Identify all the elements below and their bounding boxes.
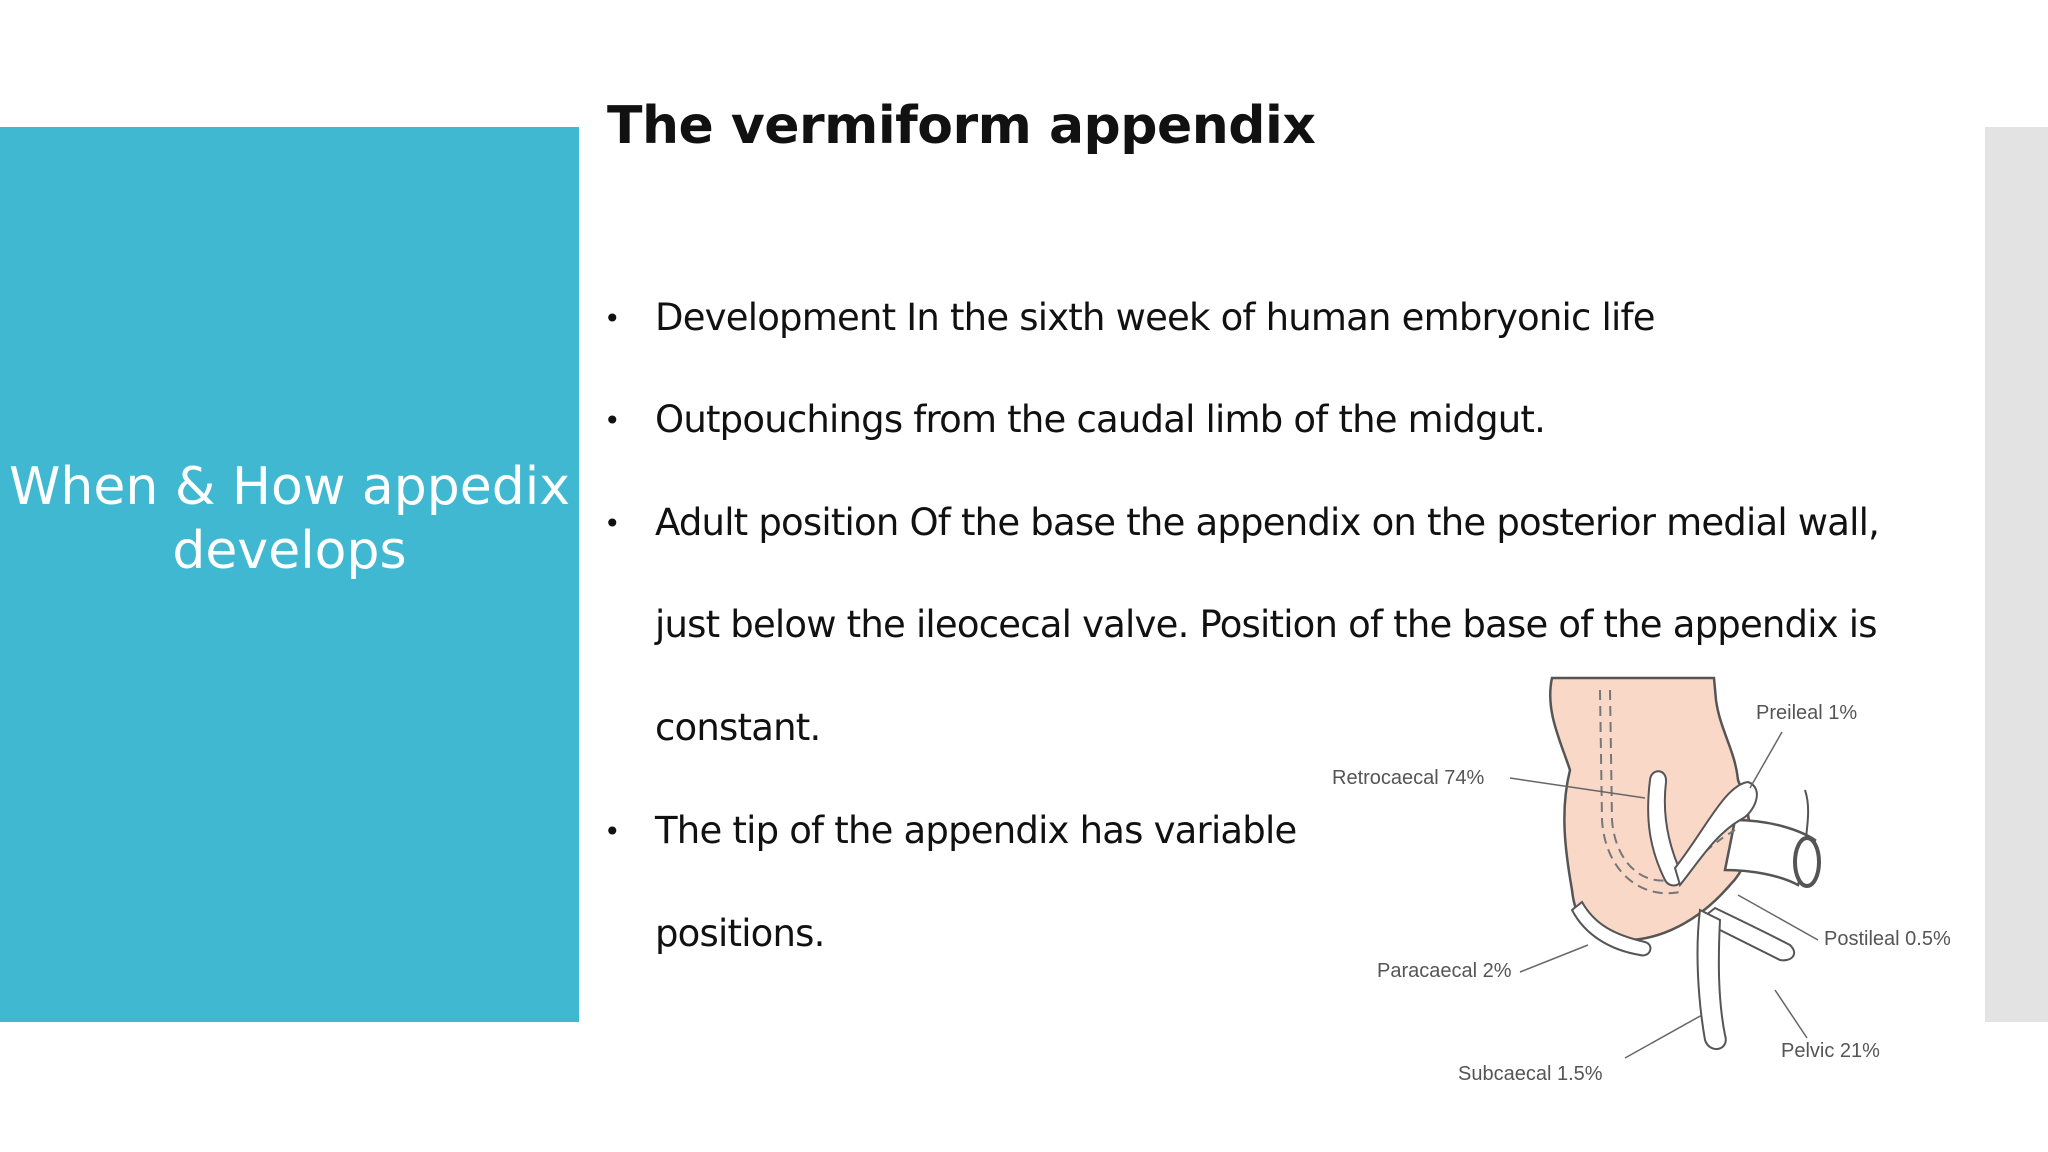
label-pelvic: Pelvic 21%: [1781, 1040, 1880, 1062]
bullet-text: Development In the sixth week of human embryonic life: [655, 296, 1655, 339]
appendix-positions-diagram: [1320, 670, 1980, 1100]
bullet-marker: •: [604, 815, 621, 848]
bullet-marker: •: [604, 302, 621, 335]
bullet-text: Adult position Of the base the appendix on the posterior medial wall,: [655, 501, 1880, 544]
leader-line-subcaecal: [1625, 1015, 1702, 1058]
label-preileal: Preileal 1%: [1756, 702, 1858, 724]
label-subcaecal: Subcaecal 1.5%: [1458, 1063, 1603, 1085]
right-edge-bar: [1985, 127, 2048, 1022]
ileum-outline: [1805, 790, 1808, 838]
bullet-marker: •: [604, 404, 621, 437]
page-title: The vermiform appendix: [607, 96, 1316, 156]
bullet-text-continuation: constant.: [655, 706, 821, 749]
ileum-opening: [1795, 838, 1819, 886]
bullet-text: Outpouchings from the caudal limb of the midgut.: [655, 398, 1546, 441]
sidebar-title-line2: develops: [172, 521, 407, 581]
sidebar-title-line1: When & How appedix: [8, 457, 570, 517]
bullet-marker: •: [604, 507, 621, 540]
leader-line-pelvic: [1775, 990, 1807, 1038]
bullet-text: The tip of the appendix has variable: [655, 809, 1297, 852]
label-retrocaecal: Retrocaecal 74%: [1332, 767, 1485, 789]
leader-line-preileal: [1750, 732, 1782, 788]
bullet-text-continuation: positions.: [655, 912, 825, 955]
bullet-text-continuation: just below the ileocecal valve. Position of the base of the appendix is: [655, 603, 1877, 646]
label-paracaecal: Paracaecal 2%: [1377, 960, 1512, 982]
leader-line-paracaecal: [1520, 945, 1588, 972]
label-postileal: Postileal 0.5%: [1824, 928, 1951, 950]
sidebar-title: [0, 455, 579, 583]
